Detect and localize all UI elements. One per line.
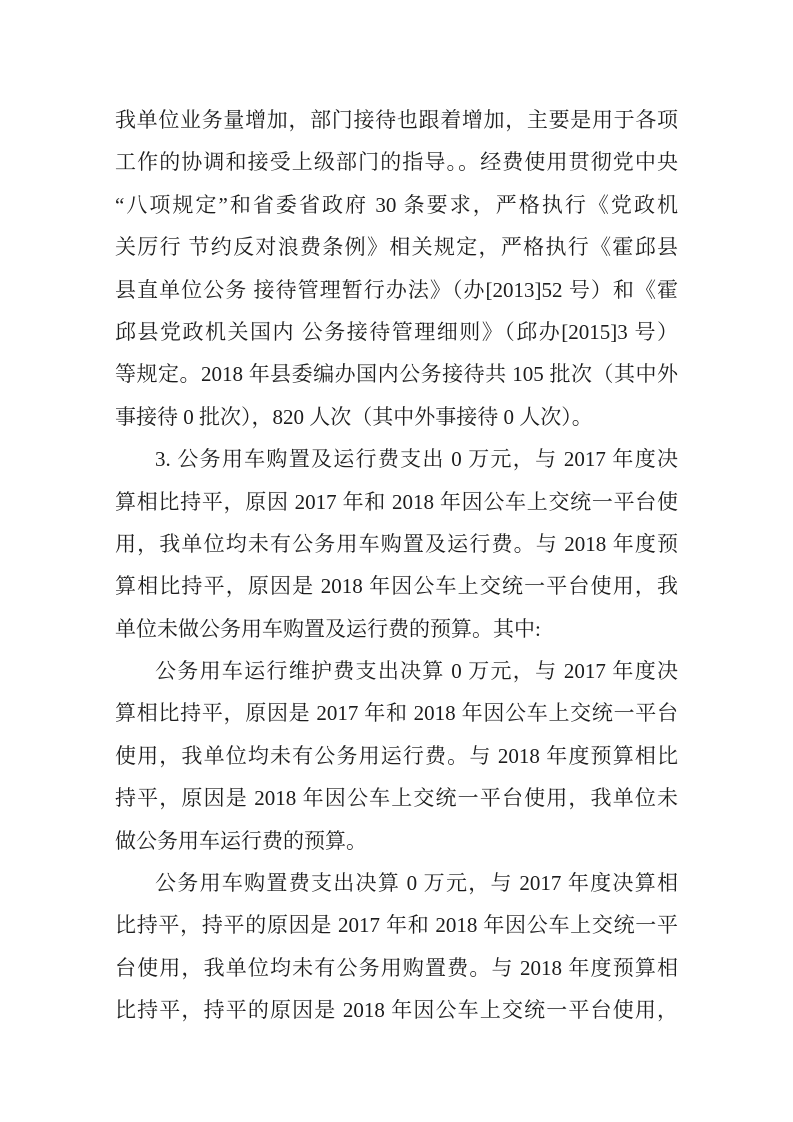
text-line: 持平，原因是 2018 年因公车上交统一平台使用，我单位未 — [115, 786, 678, 811]
text-line: 事接待 0 批次），820 人次（其中外事接待 0 人次）。 — [115, 404, 593, 429]
text-line: 台使用，我单位均未有公务用购置费。与 2018 年度预算相 — [115, 955, 678, 980]
text-line: 工作的协调和接受上级部门的指导。。经费使用贯彻党中央 — [115, 150, 678, 175]
text-line: 关厉行 节约反对浪费条例》相关规定，严格执行《霍邱县 — [115, 235, 678, 260]
paragraph-vehicle-purchase-and-operation — [115, 438, 678, 650]
text-line: 算相比持平，原因是 2017 年和 2018 年因公车上交统一平台 — [115, 701, 678, 726]
document-text-block — [115, 99, 678, 1032]
text-line: 公务用车运行维护费支出决算 0 万元，与 2017 年度决 — [155, 659, 678, 684]
paragraph-reception-expenses — [115, 99, 678, 438]
text-line: 使用，我单位均未有公务用运行费。与 2018 年度预算相比 — [115, 743, 678, 768]
text-line: “八项规定”和省委省政府 30 条要求，严格执行《党政机 — [115, 192, 678, 217]
paragraph-vehicle-operation-maintenance — [115, 650, 678, 862]
text-line: 公务用车购置费支出决算 0 万元，与 2017 年度决算相 — [155, 871, 678, 896]
text-line: 用，我单位均未有公务用车购置及运行费。与 2018 年度预 — [115, 531, 678, 556]
text-line: 我单位业务量增加，部门接待也跟着增加，主要是用于各项 — [115, 108, 678, 132]
text-line: 比持平，持平的原因是 2017 年和 2018 年因公车上交统一平 — [115, 913, 678, 938]
paragraph-vehicle-purchase — [115, 862, 678, 1032]
text-line: 3. 公务用车购置及运行费支出 0 万元，与 2017 年度决 — [155, 447, 678, 472]
text-line: 县直单位公务 接待管理暂行办法》（办[2013]52 号）和《霍 — [115, 277, 678, 302]
text-line: 算相比持平，原因是 2018 年因公车上交统一平台使用，我 — [115, 574, 678, 599]
text-line: 单位未做公务用车购置及运行费的预算。其中: — [115, 616, 541, 641]
text-line: 等规定。2018 年县委编办国内公务接待共 105 批次（其中外 — [115, 362, 678, 387]
text-line: 做公务用车运行费的预算。 — [115, 828, 367, 853]
text-line: 邱县党政机关国内 公务接待管理细则》（邱办[2015]3 号） — [115, 319, 678, 344]
text-line: 算相比持平，原因 2017 年和 2018 年因公车上交统一平台使 — [115, 489, 678, 514]
text-line: 比持平，持平的原因是 2018 年因公车上交统一平台使用， — [115, 998, 678, 1023]
